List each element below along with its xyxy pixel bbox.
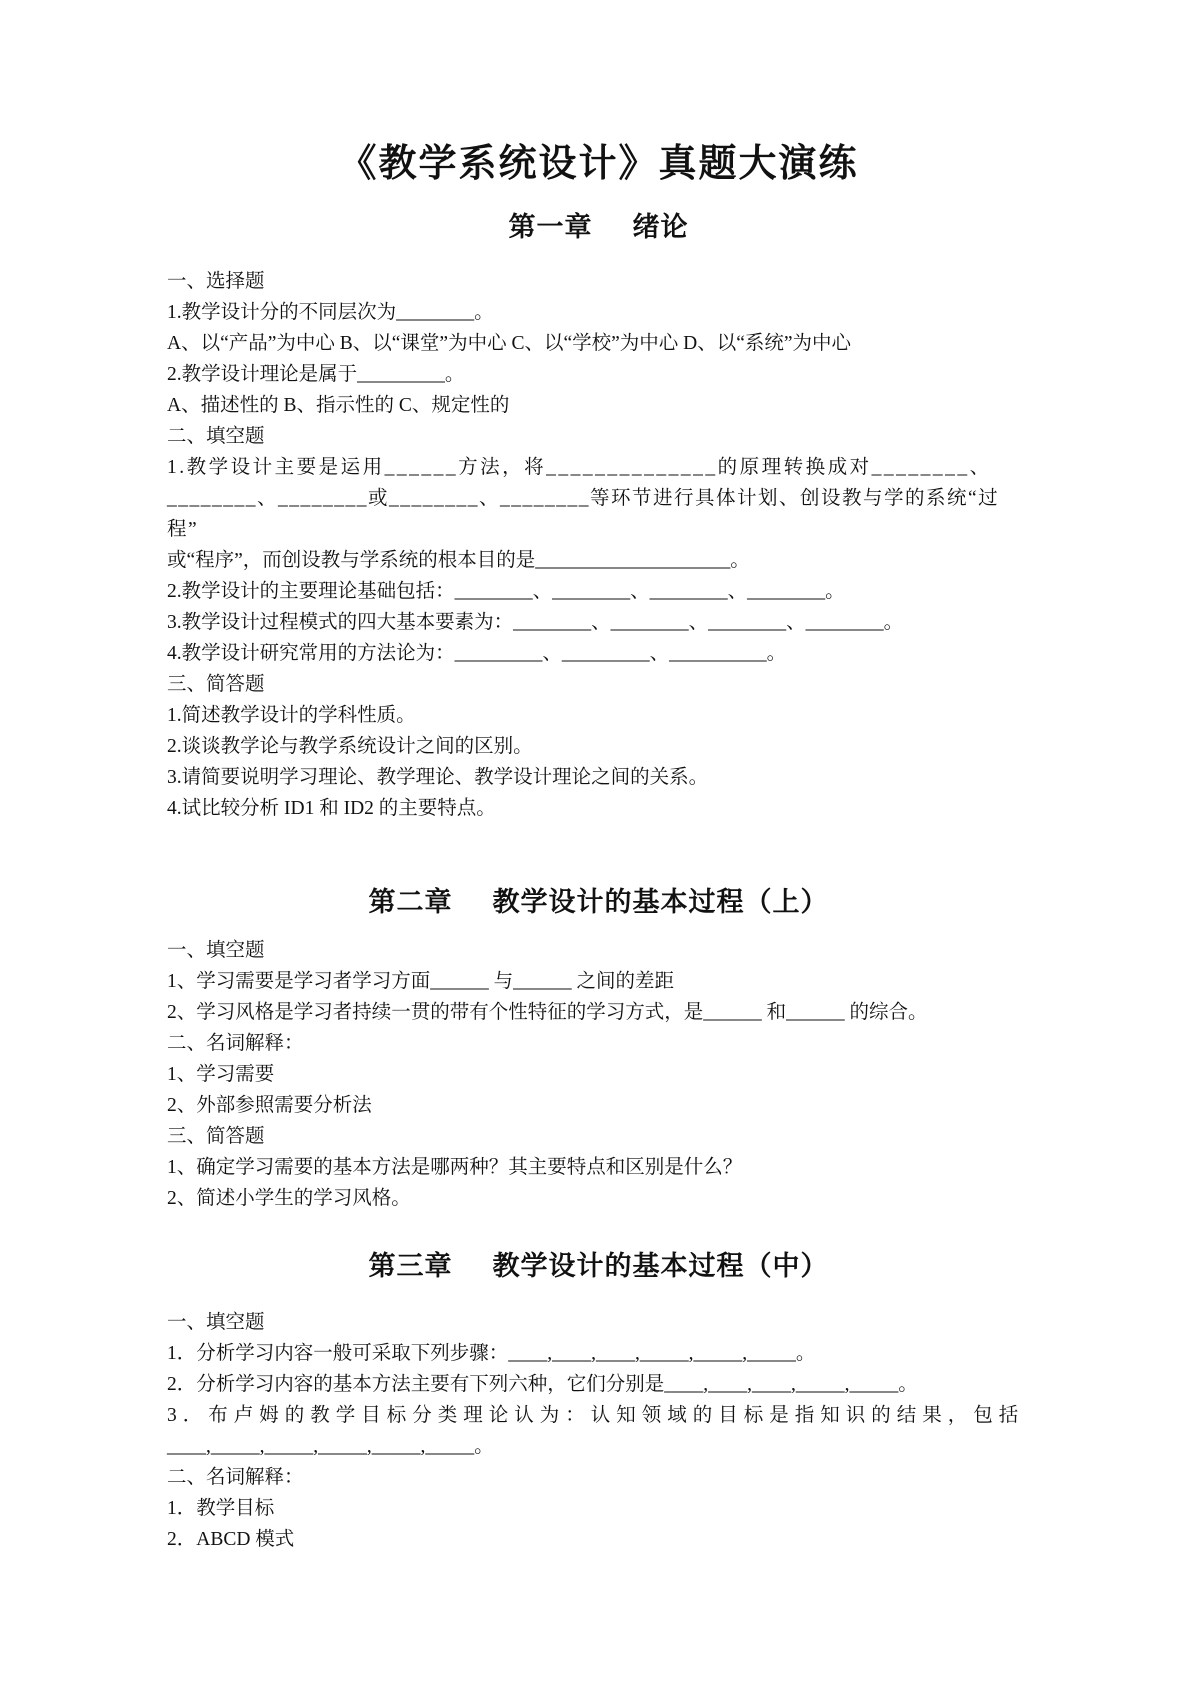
chapter-1-body [167, 266, 1030, 824]
section-label: 一、填空题 [167, 940, 265, 961]
question-line: 1、确定学习需要的基本方法是哪两种？其主要特点和区别是什么？ [167, 1157, 743, 1178]
question-line: 4.试比较分析 ID1 和 ID2 的主要特点。 [167, 798, 496, 819]
chapter-3-number: 第三章 [368, 1251, 453, 1281]
question-line-continued: 或“程序”，而创设教与学系统的根本目的是____________________。 [167, 550, 750, 571]
chapter-3-body [167, 1307, 1030, 1555]
question-line-continued: ________、________或________、________等环节进行具体计划、创设教与学的系统“过程” [167, 488, 1000, 540]
chapter-3-heading [167, 1244, 1030, 1283]
section-label: 二、名词解释： [167, 1033, 304, 1054]
chapter-2-heading [167, 880, 1030, 919]
chapter-1-title: 绪论 [632, 212, 689, 242]
question-line: 2．ABCD 模式 [167, 1529, 295, 1550]
chapter-2-body [167, 935, 1030, 1214]
question-line: 2、外部参照需要分析法 [167, 1095, 372, 1116]
section-label: 一、填空题 [167, 1312, 265, 1333]
question-line: 2．分析学习内容的基本方法主要有下列六种，它们分别是____,____,____,_____,_____。 [167, 1374, 918, 1395]
document-title: 《教学系统设计》真题大演练 [338, 143, 859, 185]
chapter-1-number: 第一章 [508, 212, 593, 242]
section-label: 三、简答题 [167, 674, 265, 695]
question-line: 2.教学设计的主要理论基础包括：________、________、________、________。 [167, 581, 845, 602]
question-line: 2.教学设计理论是属于_________。 [167, 364, 465, 385]
section-label: 三、简答题 [167, 1126, 265, 1147]
section-label: 一、选择题 [167, 271, 265, 292]
question-line: 1.教学设计主要是运用______方法，将______________的原理转换成对________、 [167, 457, 992, 478]
section-label: 二、填空题 [167, 426, 265, 447]
section-label: 二、名词解释： [167, 1467, 304, 1488]
question-line: 1.简述教学设计的学科性质。 [167, 705, 416, 726]
question-line: 4.教学设计研究常用的方法论为：_________、_________、__________。 [167, 643, 787, 664]
chapter-2-title: 教学设计的基本过程（上） [492, 887, 829, 917]
options-line: A、以“产品”为中心 B、以“课堂”为中心 C、以“学校”为中心 D、以“系统”为中心 [167, 333, 852, 354]
question-line: 2.谈谈教学论与教学系统设计之间的区别。 [167, 736, 533, 757]
options-line: A、描述性的 B、指示性的 C、规定性的 [167, 395, 510, 416]
question-line: 2、学习风格是学习者持续一贯的带有个性特征的学习方式，是______ 和______ 的综合。 [167, 1002, 928, 1023]
question-line: 3.请简要说明学习理论、教学理论、教学设计理论之间的关系。 [167, 767, 709, 788]
question-line: 1、学习需要是学习者学习方面______ 与______ 之间的差距 [167, 971, 675, 992]
question-line: 1.教学设计分的不同层次为________。 [167, 302, 494, 323]
question-line: 3.教学设计过程模式的四大基本要素为：________、________、________、________。 [167, 612, 904, 633]
chapter-2-number: 第二章 [368, 887, 453, 917]
question-line: 3．布卢姆的教学目标分类理论认为：认知领域的目标是指知识的结果，包括 [167, 1405, 1025, 1426]
chapter-1-section [167, 205, 1030, 824]
chapter-3-title: 教学设计的基本过程（中） [492, 1251, 829, 1281]
chapter-2-section [167, 880, 1030, 1214]
question-line-continued: ____,_____,_____,_____,_____,_____。 [167, 1436, 494, 1457]
question-line: 1．分析学习内容一般可采取下列步骤：____,____,____,_____,_____,_____。 [167, 1343, 816, 1364]
question-line: 1．教学目标 [167, 1498, 275, 1519]
question-line: 1、学习需要 [167, 1064, 275, 1085]
chapter-1-heading [167, 205, 1030, 244]
chapter-3-section [167, 1244, 1030, 1555]
question-line: 2、简述小学生的学习风格。 [167, 1188, 411, 1209]
